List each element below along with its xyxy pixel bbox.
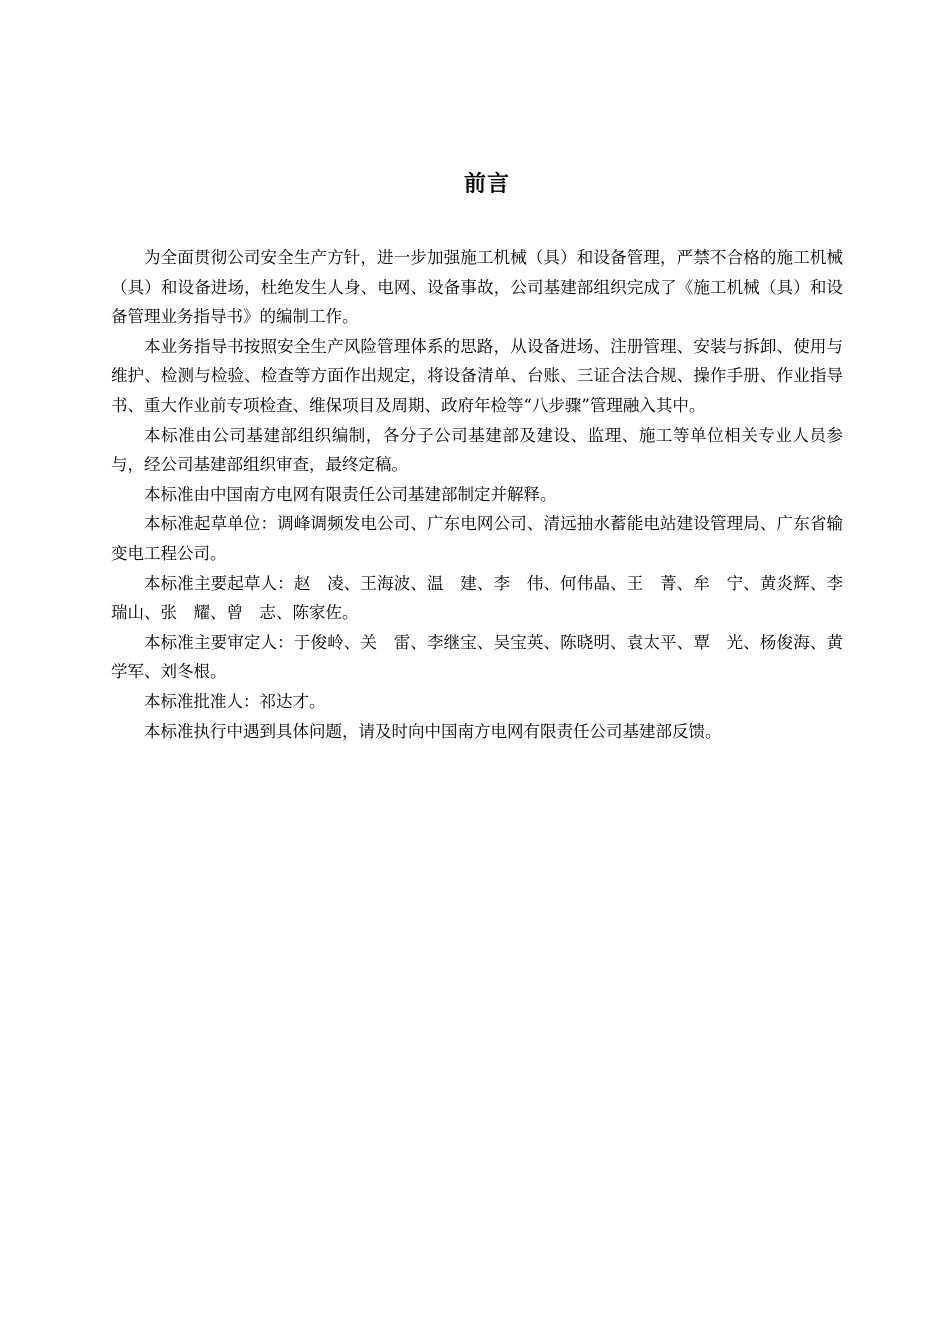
paragraph-approver: 本标准批准人：祁达才。 xyxy=(144,691,326,711)
paragraph-main-reviewers: 本标准主要审定人：于俊岭、关 雷、李继宝、吴宝英、陈晓明、袁太平、覃 光、杨俊海、黄学军、刘冬根。 xyxy=(111,632,843,682)
paragraph-drafting-units: 本标准起草单位：调峰调频发电公司、广东电网公司、清远抽水蓄能电站建设管理局、广东省输变电工程公司。 xyxy=(111,514,843,563)
paragraph-scope: 本业务指导书按照安全生产风险管理体系的思路，从设备进场、注册管理、安装与拆卸、使用与维护、检测与检验、检查等方面作出规定，将设备清单、台账、三证合法合规、操作手册、作业指导书、重大作业前专项检查、维保项目及周期、政府年检等“八步骤”管理融入其中。 xyxy=(111,336,843,415)
page-title: 前言 xyxy=(463,172,510,197)
paragraph-interpretation: 本标准由中国南方电网有限责任公司基建部制定并解释。 xyxy=(144,484,557,504)
paragraph-feedback: 本标准执行中遇到具体问题，请及时向中国南方电网有限责任公司基建部反馈。 xyxy=(144,721,722,741)
document-body xyxy=(111,243,843,746)
paragraph-purpose: 为全面贯彻公司安全生产方针，进一步加强施工机械（具）和设备管理，严禁不合格的施工机械（具）和设备进场，杜绝发生人身、电网、设备事故，公司基建部组织完成了《施工机械（具）和设备管理业务指导书》的编制工作。 xyxy=(111,248,843,327)
paragraph-main-drafters: 本标准主要起草人：赵 凌、王海波、温 建、李 伟、何伟晶、王 菁、牟 宁、黄炎辉、李瑞山、张 耀、曾 志、陈家佐。 xyxy=(111,573,843,623)
paragraph-compilation: 本标准由公司基建部组织编制，各分子公司基建部及建设、监理、施工等单位相关专业人员参与，经公司基建部组织审查，最终定稿。 xyxy=(111,425,843,475)
